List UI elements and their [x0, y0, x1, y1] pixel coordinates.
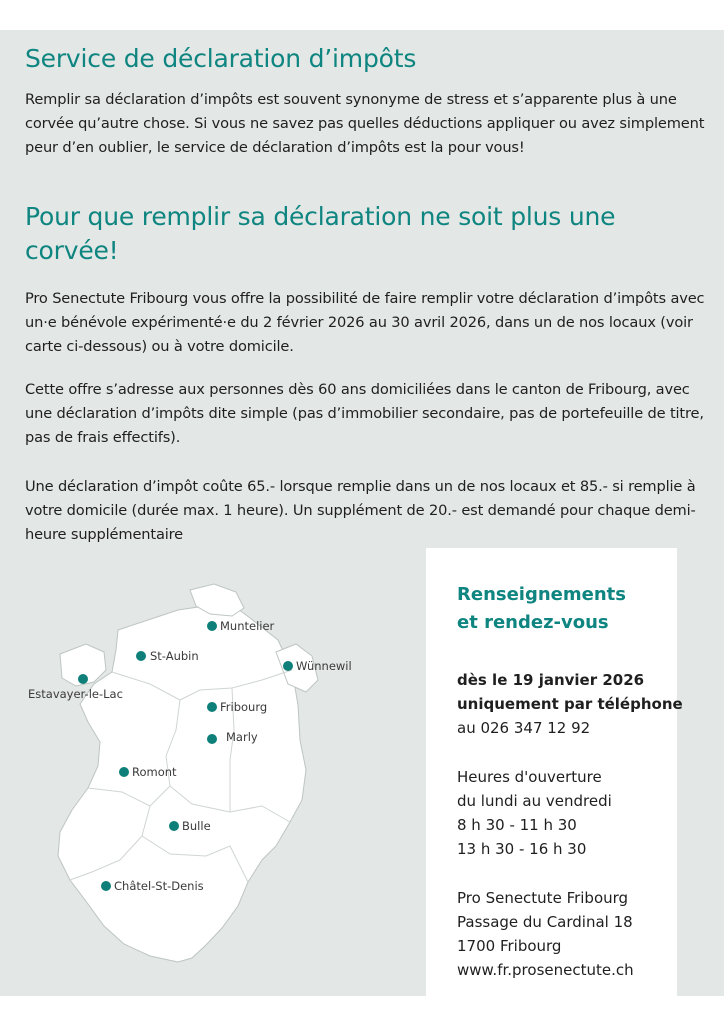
hours-days: du lundi au vendredi — [457, 792, 612, 810]
booking-date: dès le 19 janvier 2026 — [457, 671, 645, 689]
hours-morning: 8 h 30 - 11 h 30 — [457, 816, 577, 834]
city-label-chatel-st-denis: Châtel-St-Denis — [114, 879, 204, 893]
address-block — [457, 886, 677, 982]
contact-box — [426, 548, 683, 996]
website-link[interactable]: www.fr.prosenectute.ch — [457, 961, 634, 979]
city-marker-st-aubin — [136, 651, 146, 661]
city-marker-romont — [119, 767, 129, 777]
phone-number: au 026 347 12 92 — [457, 719, 591, 737]
booking-block — [457, 668, 683, 740]
city-label-marly: Marly — [226, 730, 258, 744]
offer-paragraph: Pro Senectute Fribourg vous offre la possibilité de faire remplir votre déclaration d’impôts avec un·e bénévole expérimenté·e du 2 février 2026 au 30 avril 2026, dans un de nos locaux (voir carte ci-dessous) ou à votre domicile. — [25, 290, 705, 355]
city-marker-fribourg — [207, 702, 217, 712]
city-label-st-aubin: St-Aubin — [150, 649, 199, 663]
hours-title: Heures d'ouverture — [457, 768, 602, 786]
hours-block — [457, 765, 677, 861]
address-street: Passage du Cardinal 18 — [457, 913, 633, 931]
eligibility-paragraph: Cette offre s’adresse aux personnes dès 60 ans domiciliées dans le canton de Fribourg, avec une déclaration d’impôts dite simple (pas d’immobilier secondaire, pas de portefeuille de titre, pas de frais effectifs). — [25, 381, 704, 446]
city-marker-marly — [207, 734, 217, 744]
canton-shapes — [58, 584, 318, 962]
city-marker-estavayer-le-lac — [78, 674, 88, 684]
city-marker-chatel-st-denis — [101, 881, 111, 891]
city-marker-bulle — [169, 821, 179, 831]
intro-paragraph: Remplir sa déclaration d’impôts est souvent synonyme de stress et s’apparente plus à une corvée qu’autre chose. Si vous ne savez pas quelles déductions appliquer ou avez simplement peur d’en oublier, le service de déclaration d’impôts est la pour vous! — [25, 91, 705, 156]
page-title: Service de déclaration d’impôts — [25, 44, 417, 73]
section-heading: Pour que remplir sa déclaration ne soit plus une corvée! — [25, 202, 616, 265]
city-label-estavayer-le-lac: Estavayer-le-Lac — [28, 687, 123, 701]
city-label-fribourg: Fribourg — [220, 700, 268, 714]
contact-title-line1: Renseignements — [457, 584, 626, 605]
canton-map — [0, 560, 420, 980]
city-label-wunnewil: Wünnewil — [296, 659, 352, 673]
booking-phone-only: uniquement par téléphone — [457, 695, 683, 713]
canton-map-svg — [0, 560, 420, 980]
city-marker-wunnewil — [283, 661, 293, 671]
address-org: Pro Senectute Fribourg — [457, 889, 629, 907]
contact-title — [457, 581, 667, 637]
city-label-romont: Romont — [132, 765, 177, 779]
city-label-muntelier: Muntelier — [220, 619, 275, 633]
city-label-bulle: Bulle — [182, 819, 211, 833]
city-marker-muntelier — [207, 621, 217, 631]
hours-afternoon: 13 h 30 - 16 h 30 — [457, 840, 587, 858]
contact-title-line2: et rendez-vous — [457, 612, 609, 633]
address-city: 1700 Fribourg — [457, 937, 562, 955]
pricing-paragraph: Une déclaration d’impôt coûte 65.- lorsque remplie dans un de nos locaux et 85.- si remplie à votre domicile (durée max. 1 heure). Un supplément de 20.- est demandé pour chaque demi-heure supplémentaire — [25, 478, 696, 543]
